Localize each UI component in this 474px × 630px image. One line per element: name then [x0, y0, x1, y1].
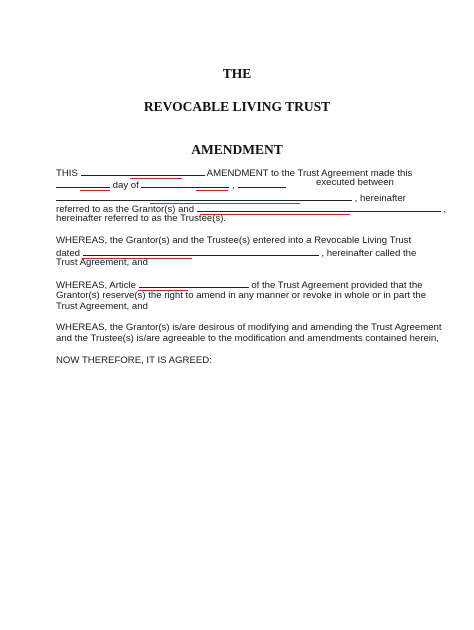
- p1-this: THIS: [56, 168, 78, 179]
- p1-field-trustee[interactable]: [197, 202, 441, 212]
- p1-comma: ,: [232, 180, 235, 191]
- p4-line1: WHEREAS, the Grantor(s) is/are desirous of modifying and amending the Trust Agreement: [56, 322, 442, 333]
- title-the: THE: [222, 66, 252, 81]
- p3-field-article[interactable]: [139, 278, 249, 288]
- p2-dated: dated: [56, 248, 81, 259]
- p1-amendment-text: AMENDMENT to the Trust Agreement made this: [206, 168, 413, 179]
- p1-field-name[interactable]: [81, 166, 205, 176]
- p3-line2: Grantor(s) reserve(s) the right to amend in any manner or revoke in whole or in part the: [56, 290, 427, 301]
- p3-of-trust: of the Trust Agreement provided that the: [251, 280, 423, 291]
- p1-referred-grantor: referred to as the Grantor(s) and: [56, 204, 195, 215]
- p2-line1: WHEREAS, the Grantor(s) and the Trustee(s) entered into a Revocable Living Trust: [56, 235, 412, 246]
- p2-hereinafter-called: , hereinafter called the: [321, 248, 417, 259]
- p1-day-of: day of: [112, 180, 139, 191]
- p1-field-grantor[interactable]: [56, 191, 352, 201]
- p1-field-year[interactable]: [238, 178, 286, 188]
- p1-field-day[interactable]: [56, 178, 110, 188]
- title-main: REVOCABLE LIVING TRUST: [143, 99, 331, 114]
- p1-executed-between: executed between: [316, 177, 394, 188]
- p4-line2: and the Trustee(s) is/are agreeable to the modification and amendments contained herein,: [56, 333, 439, 344]
- p1-comma-end: ,: [443, 204, 447, 215]
- p2-line3: Trust Agreement, and: [56, 257, 148, 268]
- p1-field-month[interactable]: [141, 178, 229, 188]
- p3-whereas-article: WHEREAS, Article: [56, 280, 136, 291]
- title-amendment: AMENDMENT: [191, 142, 283, 157]
- p1-line5: hereinafter referred to as the Trustee(s).: [56, 213, 227, 224]
- p3-line3: Trust Agreement, and: [56, 301, 148, 312]
- p1-hereinafter: , hereinafter: [354, 193, 406, 204]
- p2-field-date[interactable]: [83, 246, 319, 256]
- p5-line1: NOW THEREFORE, IT IS AGREED:: [56, 355, 212, 366]
